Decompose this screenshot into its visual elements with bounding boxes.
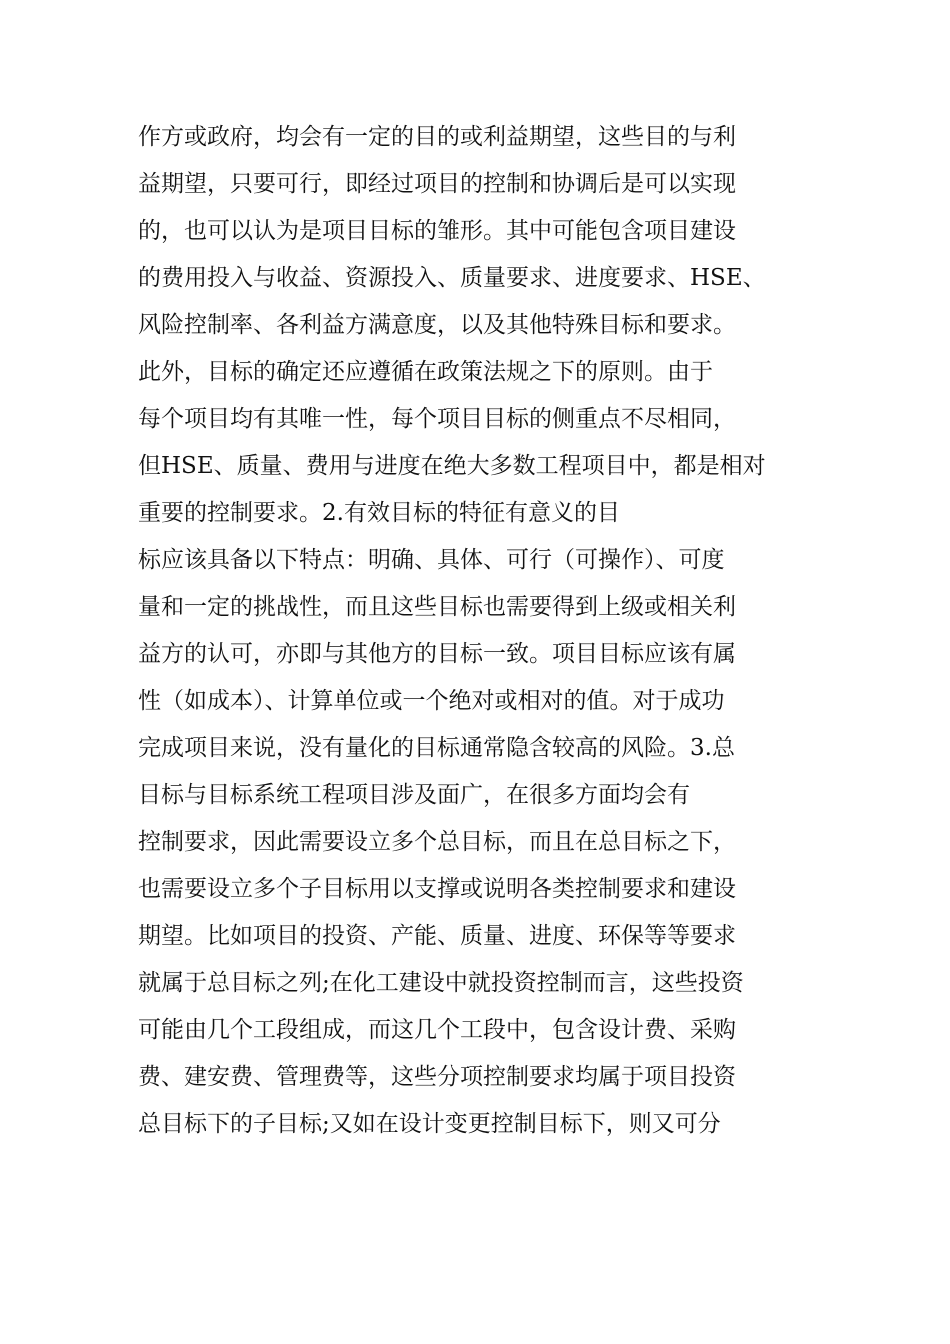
text-line-14: 完成项目来说，没有量化的目标通常隐含较高的风险。3.总 [138,735,735,761]
text-line-13: 性（如成本）、计算单位或一个绝对或相对的值。对于成功 [138,688,725,714]
text-line-16: 控制要求，因此需要设立多个总目标，而且在总目标之下， [138,829,736,855]
text-line-12: 益方的认可，亦即与其他方的目标一致。项目目标应该有属 [138,641,736,667]
text-line-9: 重要的控制要求。2.有效目标的特征有意义的目 [138,500,620,526]
text-line-15: 目标与目标系统工程项目涉及面广，在很多方面均会有 [138,782,690,808]
text-line-1: 作方或政府，均会有一定的目的或利益期望，这些目的与利 [138,124,736,150]
text-line-19: 就属于总目标之列;在化工建设中就投资控制而言，这些投资 [138,970,744,996]
text-line-3: 的，也可以认为是项目目标的雏形。其中可能包含项目建设 [138,218,736,244]
text-line-11: 量和一定的挑战性，而且这些目标也需要得到上级或相关利 [138,594,736,620]
text-line-17: 也需要设立多个子目标用以支撑或说明各类控制要求和建设 [138,876,736,902]
text-line-5: 风险控制率、各利益方满意度，以及其他特殊目标和要求。 [138,312,736,338]
text-line-20: 可能由几个工段组成，而这几个工段中，包含设计费、采购 [138,1017,736,1043]
text-line-10: 标应该具备以下特点：明确、具体、可行（可操作）、可度 [138,547,725,573]
text-line-4: 的费用投入与收益、资源投入、质量要求、进度要求、HSE、 [138,265,766,291]
text-line-6: 此外，目标的确定还应遵循在政策法规之下的原则。由于 [138,359,713,385]
text-line-8: 但HSE、质量、费用与进度在绝大多数工程项目中，都是相对 [138,453,766,479]
text-line-7: 每个项目均有其唯一性，每个项目目标的侧重点不尽相同， [138,406,736,432]
text-line-18: 期望。比如项目的投资、产能、质量、进度、环保等等要求 [138,923,736,949]
body-text [138,114,828,1148]
text-line-22: 总目标下的子目标;又如在设计变更控制目标下，则又可分 [138,1111,721,1137]
text-line-21: 费、建安费、管理费等，这些分项控制要求均属于项目投资 [138,1064,736,1090]
text-line-2: 益期望，只要可行，即经过项目的控制和协调后是可以实现 [138,171,736,197]
